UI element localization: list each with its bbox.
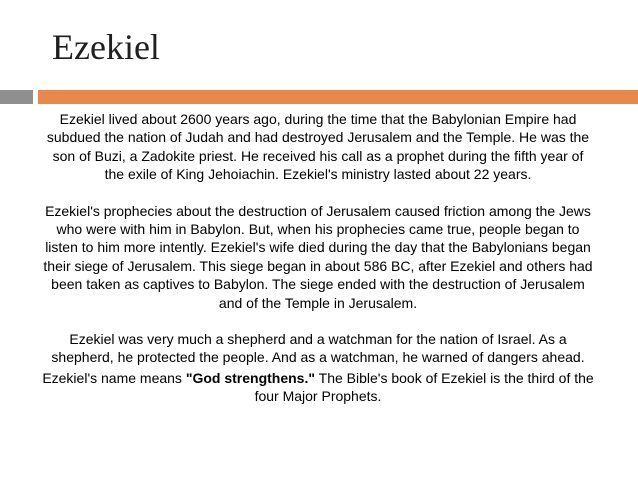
paragraph-prophecies-jerusalem: Ezekiel's prophecies about the destruction of Jerusalem caused friction among the Jews who were with him in Babylon. But, when his prophecies came true, people began to listen to him more intently. Ezekiel's wife died during the day that the Babylonians began their siege of Jerusalem. This siege began in about 586 BC, after Ezekiel and others had been taken as captives to Babylon. The siege ended with the destruction of Jerusalem and of the Temple in Jerusalem.: [43, 202, 593, 311]
accent-bar-gray-segment: [0, 90, 33, 104]
paragraph-shepherd-watchman: Ezekiel was very much a shepherd and a watchman for the nation of Israel. As a shepherd, he protected the people. And as a watchman, he warned of dangers ahead.: [51, 331, 585, 366]
slide-title: Ezekiel: [52, 27, 160, 67]
paragraph-ezekiel-background: Ezekiel lived about 2600 years ago, during the time that the Babylonian Empire had subdued the nation of Judah and had destroyed Jerusalem and the Temple. He was the son of Buzi, a Zadokite priest. He received his call as a prophet during the fifth year of the exile of King Jehoiachin. Ezekiel's ministry lasted about 22 years.: [46, 111, 590, 183]
slide-body: [40, 110, 596, 406]
name-meaning-highlight: "God strengthens.": [185, 369, 315, 386]
paragraph-name-meaning: [40, 369, 596, 406]
accent-bar-orange-segment: [38, 90, 638, 104]
name-meaning-prefix: Ezekiel's name means: [42, 369, 186, 386]
name-meaning-suffix: The Bible's book of Ezekiel is the third of the four Major Prophets.: [254, 369, 594, 405]
title-accent-bar: [0, 90, 638, 104]
